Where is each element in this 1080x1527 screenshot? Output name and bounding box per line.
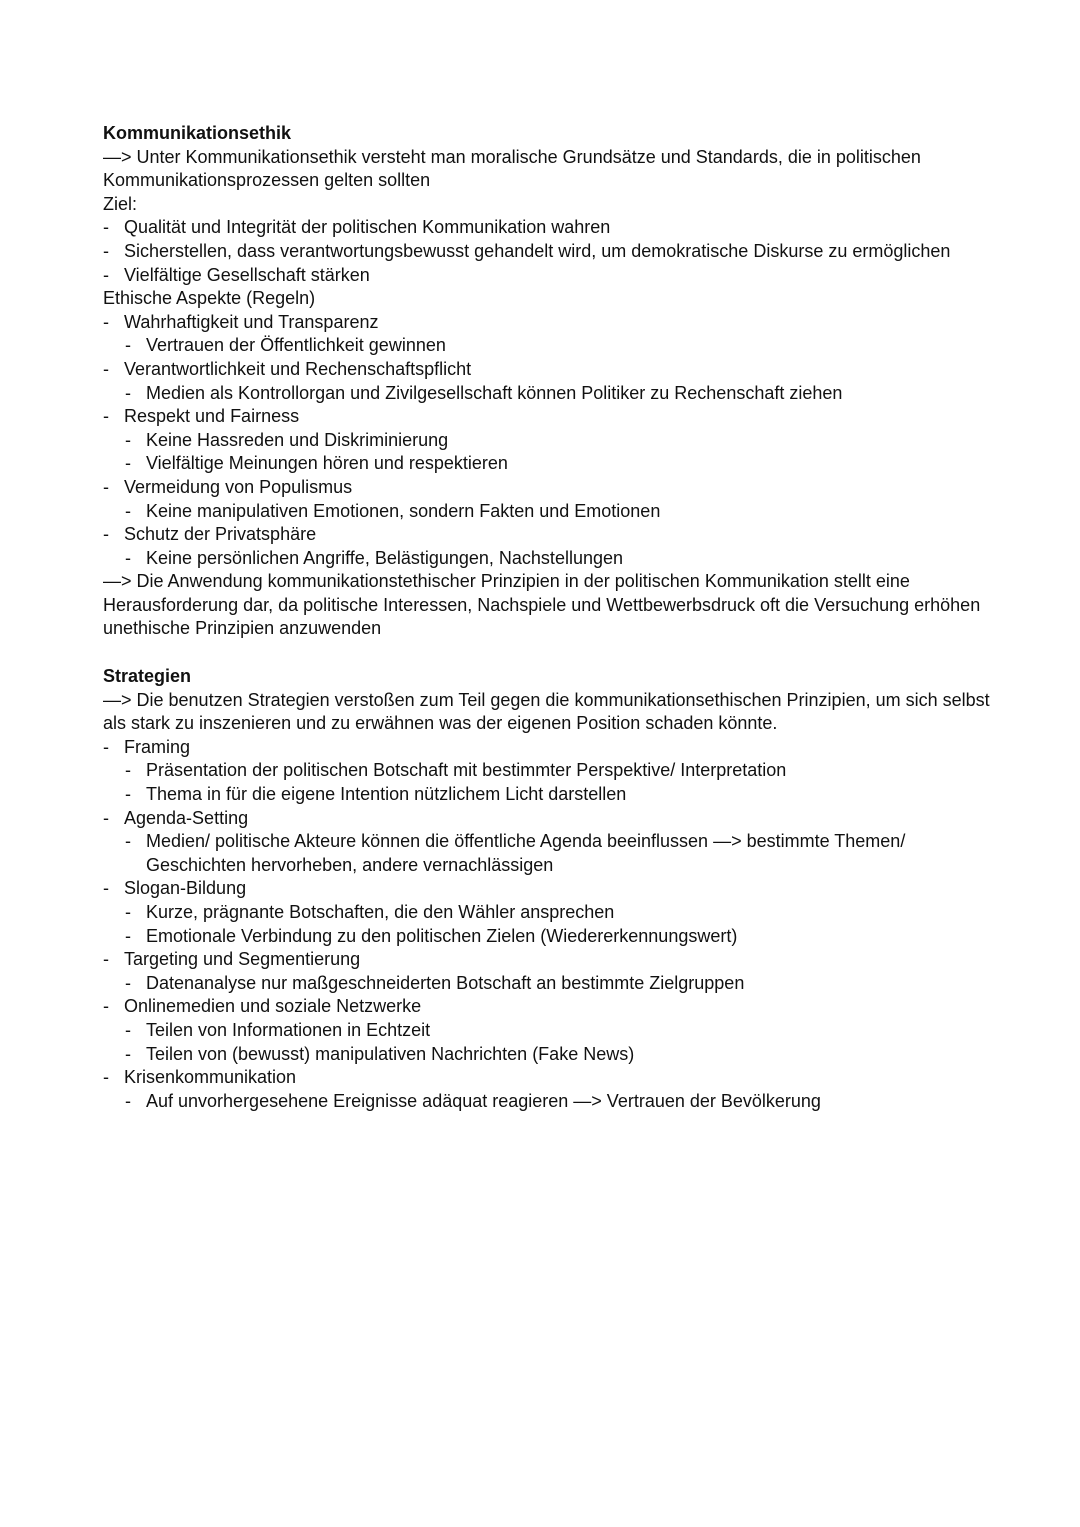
strategy-subitem: - Teilen von Informationen in Echtzeit — [125, 1019, 1003, 1043]
strategy-subitem: - Auf unvorhergesehene Ereignisse adäquat reagieren —> Vertrauen der Bevölkerung — [125, 1090, 1003, 1114]
goal-item: - Sicherstellen, dass verantwortungsbewusst gehandelt wird, um demokratische Diskurse zu ermöglichen — [103, 240, 1003, 264]
goal-item: - Qualität und Integrität der politischen Kommunikation wahren — [103, 216, 1003, 240]
bullet-dash: - — [103, 406, 109, 427]
strategy-subitem: - Teilen von (bewusst) manipulativen Nachrichten (Fake News) — [125, 1043, 1003, 1067]
bullet-dash: - — [125, 972, 131, 993]
bullet-dash: - — [125, 500, 131, 521]
strategy-item: - Agenda-Setting — [103, 807, 1003, 831]
aspect-item: - Wahrhaftigkeit und Transparenz — [103, 311, 1003, 335]
aspect-item: - Schutz der Privatsphäre — [103, 523, 1003, 547]
aspect-subitem: - Keine persönlichen Angriffe, Belästigungen, Nachstellungen — [125, 547, 1003, 571]
section-title-kommunikationsethik: Kommunikationsethik — [103, 123, 292, 143]
strategy-subitem: - Emotionale Verbindung zu den politischen Zielen (Wiedererkennungswert) — [125, 925, 1003, 949]
bullet-dash: - — [103, 807, 109, 828]
bullet-dash: - — [125, 760, 131, 781]
strategy-subitem: - Datenanalyse nur maßgeschneiderten Botschaft an bestimmte Zielgruppen — [125, 972, 1003, 996]
strategies-intro-paragraph: —> Die benutzen Strategien verstoßen zum Teil gegen die kommunikationsethischen Prinzipien, um sich selbst als stark zu inszenieren und zu erwähnen was der eigenen Position schaden könnte. — [103, 689, 990, 734]
strategy-subitem: - Kurze, prägnante Botschaften, die den Wähler ansprechen — [125, 901, 1003, 925]
bullet-dash: - — [103, 264, 109, 285]
bullet-dash: - — [103, 217, 109, 238]
bullet-dash: - — [125, 902, 131, 922]
bullet-dash: - — [103, 311, 109, 332]
document-page — [103, 122, 1003, 1113]
strategy-item: - Framing — [103, 736, 1003, 760]
bullet-dash: - — [125, 925, 131, 946]
bullet-dash: - — [103, 240, 109, 261]
bullet-dash: - — [103, 358, 109, 379]
bullet-dash: - — [103, 1067, 109, 1088]
strategy-subitem: - Präsentation der politischen Botschaft mit bestimmter Perspektive/ Interpretation — [125, 759, 1003, 783]
bullet-dash: - — [103, 949, 109, 970]
aspect-item: - Verantwortlichkeit und Rechenschaftspflicht — [103, 358, 1003, 382]
aspect-subitem: - Keine Hassreden und Diskriminierung — [125, 429, 1003, 453]
strategy-item: - Onlinemedien und soziale Netzwerke — [103, 995, 1003, 1019]
conclusion-paragraph: —> Die Anwendung kommunikationstethischer Prinzipien in der politischen Kommunikation stellt eine Herausforderung dar, da politische Interessen, Nachspiele und Wettbewerbsdruck oft die Versuchung erhöhen unethische Prinzipien anzuwenden — [103, 571, 981, 639]
aspect-subitem: - Vertrauen der Öffentlichkeit gewinnen — [125, 334, 1003, 358]
aspect-item: - Respekt und Fairness — [103, 405, 1003, 429]
bullet-dash: - — [125, 1019, 131, 1040]
strategy-item: - Targeting und Segmentierung — [103, 948, 1003, 972]
bullet-dash: - — [125, 335, 131, 356]
aspect-subitem: - Vielfältige Meinungen hören und respektieren — [125, 452, 1003, 476]
strategy-item: - Krisenkommunikation — [103, 1066, 1003, 1090]
bullet-dash: - — [103, 736, 109, 757]
section-title-strategien: Strategien — [103, 666, 192, 687]
bullet-dash: - — [125, 429, 131, 450]
bullet-dash: - — [103, 878, 109, 899]
intro-paragraph: —> Unter Kommunikationsethik versteht man moralische Grundsätze und Standards, die in politischen Kommunikationsprozessen gelten sollten — [103, 146, 921, 191]
bullet-dash: - — [103, 996, 109, 1017]
bullet-dash: - — [125, 784, 131, 805]
bullet-dash: - — [125, 547, 131, 568]
bullet-dash: - — [103, 476, 109, 497]
goal-item: - Vielfältige Gesellschaft stärken — [103, 264, 1003, 288]
bullet-dash: - — [125, 382, 131, 403]
strategy-subitem: - Medien/ politische Akteure können die öffentliche Agenda beeinflussen —> bestimmte Themen/ Geschichten hervorheben, andere vernachlässigen — [125, 831, 906, 875]
aspects-label: Ethische Aspekte (Regeln) — [103, 288, 316, 309]
strategy-subitem: - Thema in für die eigene Intention nützlichem Licht darstellen — [125, 783, 1003, 807]
goal-label: Ziel: — [103, 193, 138, 214]
bullet-dash: - — [125, 1090, 131, 1111]
bullet-dash: - — [125, 1043, 131, 1064]
bullet-dash: - — [125, 831, 131, 852]
section-spacer — [103, 641, 1003, 665]
aspect-subitem: - Medien als Kontrollorgan und Zivilgesellschaft können Politiker zu Rechenschaft ziehen — [125, 382, 1003, 406]
strategy-item: - Slogan-Bildung — [103, 877, 1003, 901]
aspect-item: - Vermeidung von Populismus — [103, 476, 1003, 500]
bullet-dash: - — [103, 524, 109, 545]
bullet-dash: - — [125, 453, 131, 474]
aspect-subitem: - Keine manipulativen Emotionen, sondern Fakten und Emotionen — [125, 500, 1003, 524]
